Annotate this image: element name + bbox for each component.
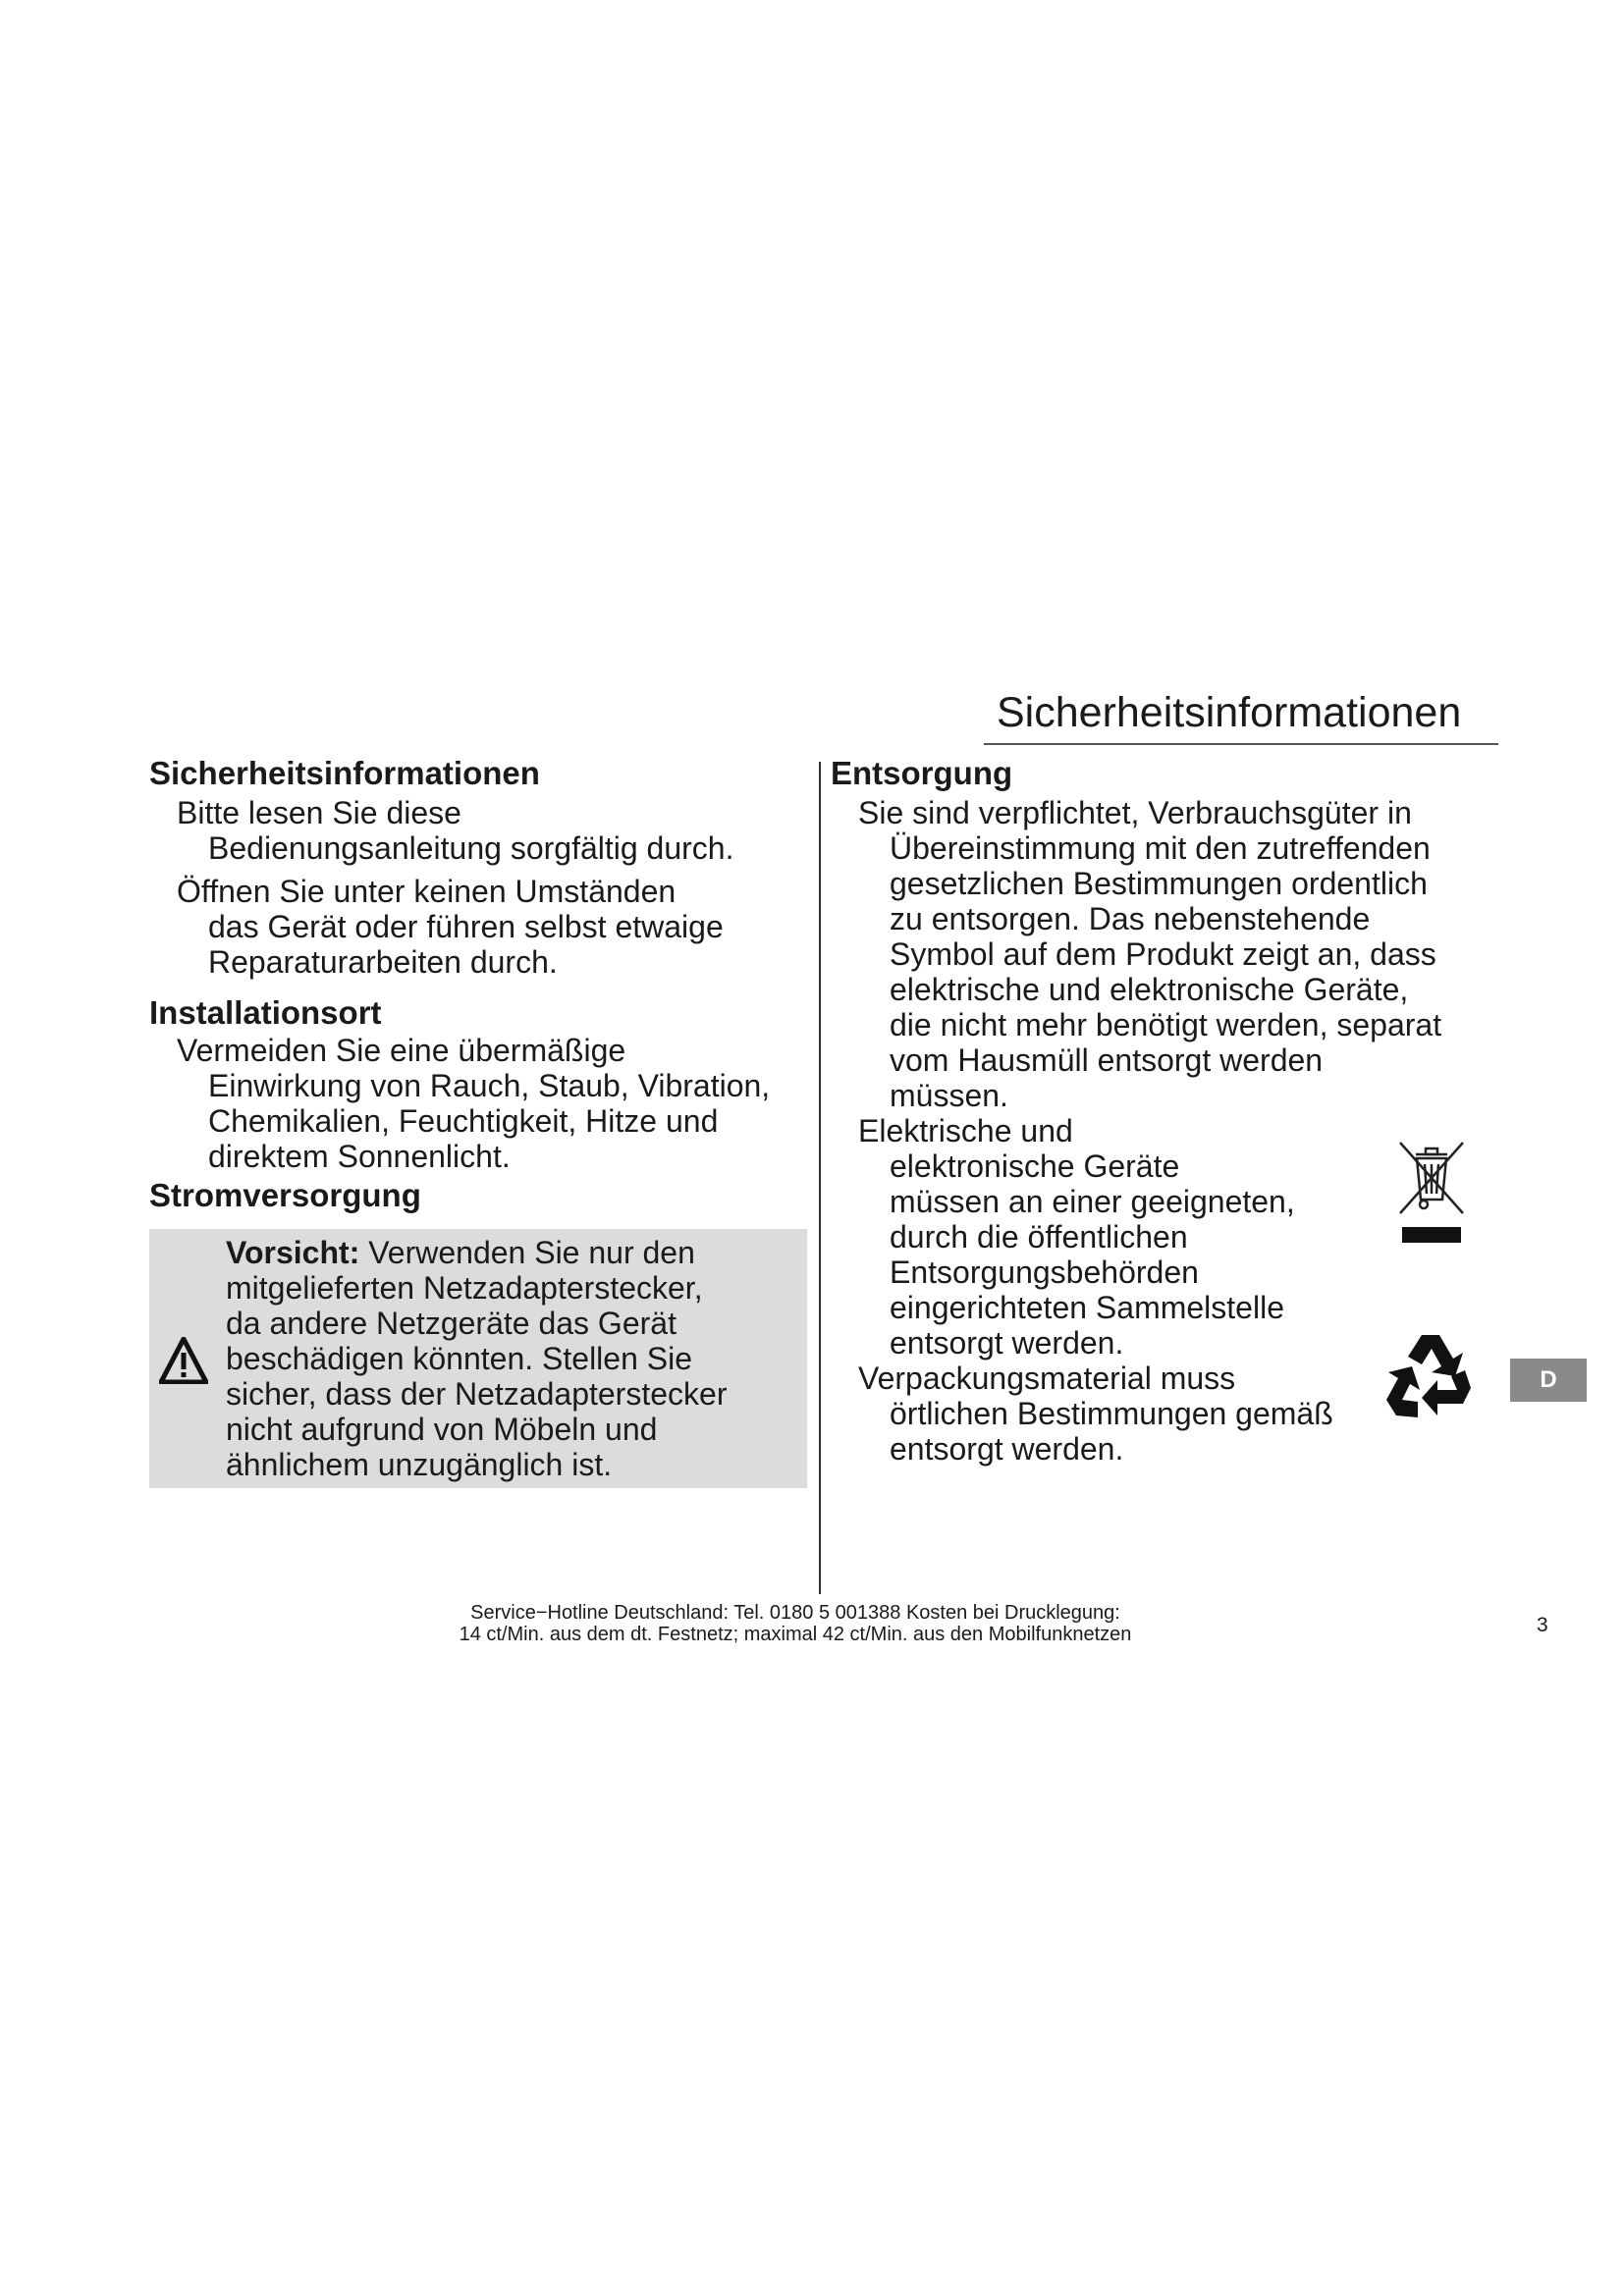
text-line: müssen an einer geeigneten, bbox=[890, 1184, 1295, 1219]
language-tab: D bbox=[1510, 1359, 1587, 1402]
power-section bbox=[149, 1176, 807, 1215]
text-line: Verwenden Sie nur den bbox=[359, 1235, 695, 1270]
text-line: Einwirkung von Rauch, Staub, Vibration, bbox=[208, 1068, 771, 1103]
text-line: Bitte lesen Sie diese bbox=[177, 795, 461, 830]
caution-first-line bbox=[226, 1235, 795, 1270]
text-line: sicher, dass der Netzadapterstecker bbox=[226, 1376, 728, 1412]
text-line: ähnlichem unzugänglich ist. bbox=[226, 1447, 613, 1482]
section-title-safety: Sicherheitsinformationen bbox=[149, 755, 540, 791]
text-line: Chemikalien, Feuchtigkeit, Hitze und bbox=[208, 1103, 719, 1139]
installation-item bbox=[149, 1033, 807, 1174]
caution-box bbox=[149, 1229, 807, 1488]
left-column bbox=[149, 754, 807, 1482]
crossed-out-bin-icon bbox=[1396, 1139, 1467, 1247]
text-line: elektrische und elektronische Geräte, bbox=[890, 972, 1409, 1007]
caution-text bbox=[226, 1235, 795, 1482]
caution-label: Vorsicht: bbox=[226, 1235, 360, 1270]
installation-section bbox=[149, 993, 807, 1174]
text-line: Elektrische und bbox=[858, 1113, 1073, 1148]
footer-hotline bbox=[412, 1602, 1178, 1645]
section-title-installation: Installationsort bbox=[149, 994, 382, 1031]
text-line: Verpackungsmaterial muss bbox=[858, 1361, 1236, 1396]
header-rule bbox=[984, 743, 1498, 745]
text-line: zu entsorgen. Das nebenstehende bbox=[890, 901, 1371, 936]
text-line: nicht aufgrund von Möbeln und bbox=[226, 1412, 658, 1447]
text-line: Sie sind verpflichtet, Verbrauchsgüter in bbox=[858, 795, 1412, 830]
text-line: Reparaturarbeiten durch. bbox=[208, 944, 558, 980]
section-title-disposal: Entsorgung bbox=[831, 755, 1013, 791]
warning-triangle-icon bbox=[159, 1337, 208, 1384]
text-line: Symbol auf dem Produkt zeigt an, dass bbox=[890, 936, 1436, 972]
text-line: elektronische Geräte bbox=[890, 1148, 1180, 1184]
text-line: durch die öffentlichen bbox=[890, 1219, 1188, 1255]
text-line: da andere Netzgeräte das Gerät bbox=[226, 1306, 677, 1341]
text-line: Übereinstimmung mit den zutreffenden bbox=[890, 830, 1431, 866]
safety-item bbox=[149, 795, 807, 866]
disposal-item bbox=[831, 1113, 1489, 1361]
text-line: vom Hausmüll entsorgt werden bbox=[890, 1042, 1324, 1078]
text-line: eingerichteten Sammelstelle bbox=[890, 1290, 1284, 1325]
safety-item bbox=[149, 874, 807, 980]
text-line: die nicht mehr benötigt werden, separat bbox=[890, 1007, 1442, 1042]
column-divider bbox=[819, 762, 821, 1594]
text-line: Vermeiden Sie eine übermäßige bbox=[177, 1033, 626, 1068]
text-line: entsorgt werden. bbox=[890, 1325, 1124, 1361]
footer-line-2: 14 ct/Min. aus dem dt. Festnetz; maximal 42 ct/Min. aus den Mobilfunknetzen bbox=[459, 1624, 1132, 1645]
text-line: Bedienungsanleitung sorgfältig durch. bbox=[208, 830, 734, 866]
text-line: Öffnen Sie unter keinen Umständen bbox=[177, 874, 677, 909]
footer-line-1: Service−Hotline Deutschland: Tel. 0180 5 001388 Kosten bei Drucklegung: bbox=[470, 1602, 1120, 1624]
text-line: gesetzlichen Bestimmungen ordentlich bbox=[890, 866, 1428, 901]
page-header-title: Sicherheitsinformationen bbox=[997, 689, 1462, 736]
section-title-power: Stromversorgung bbox=[149, 1177, 421, 1213]
text-line: beschädigen könnten. Stellen Sie bbox=[226, 1341, 693, 1376]
disposal-item bbox=[831, 795, 1489, 1113]
text-line: direktem Sonnenlicht. bbox=[208, 1139, 511, 1174]
page-number: 3 bbox=[1537, 1614, 1548, 1636]
text-line: müssen. bbox=[890, 1078, 1008, 1113]
text-line: Entsorgungsbehörden bbox=[890, 1255, 1199, 1290]
text-line: örtlichen Bestimmungen gemäß bbox=[890, 1396, 1333, 1431]
text-line: mitgelieferten Netzadapterstecker, bbox=[226, 1270, 703, 1306]
text-line: das Gerät oder führen selbst etwaige bbox=[208, 909, 724, 944]
text-line: entsorgt werden. bbox=[890, 1431, 1124, 1467]
recycle-icon bbox=[1382, 1331, 1477, 1423]
